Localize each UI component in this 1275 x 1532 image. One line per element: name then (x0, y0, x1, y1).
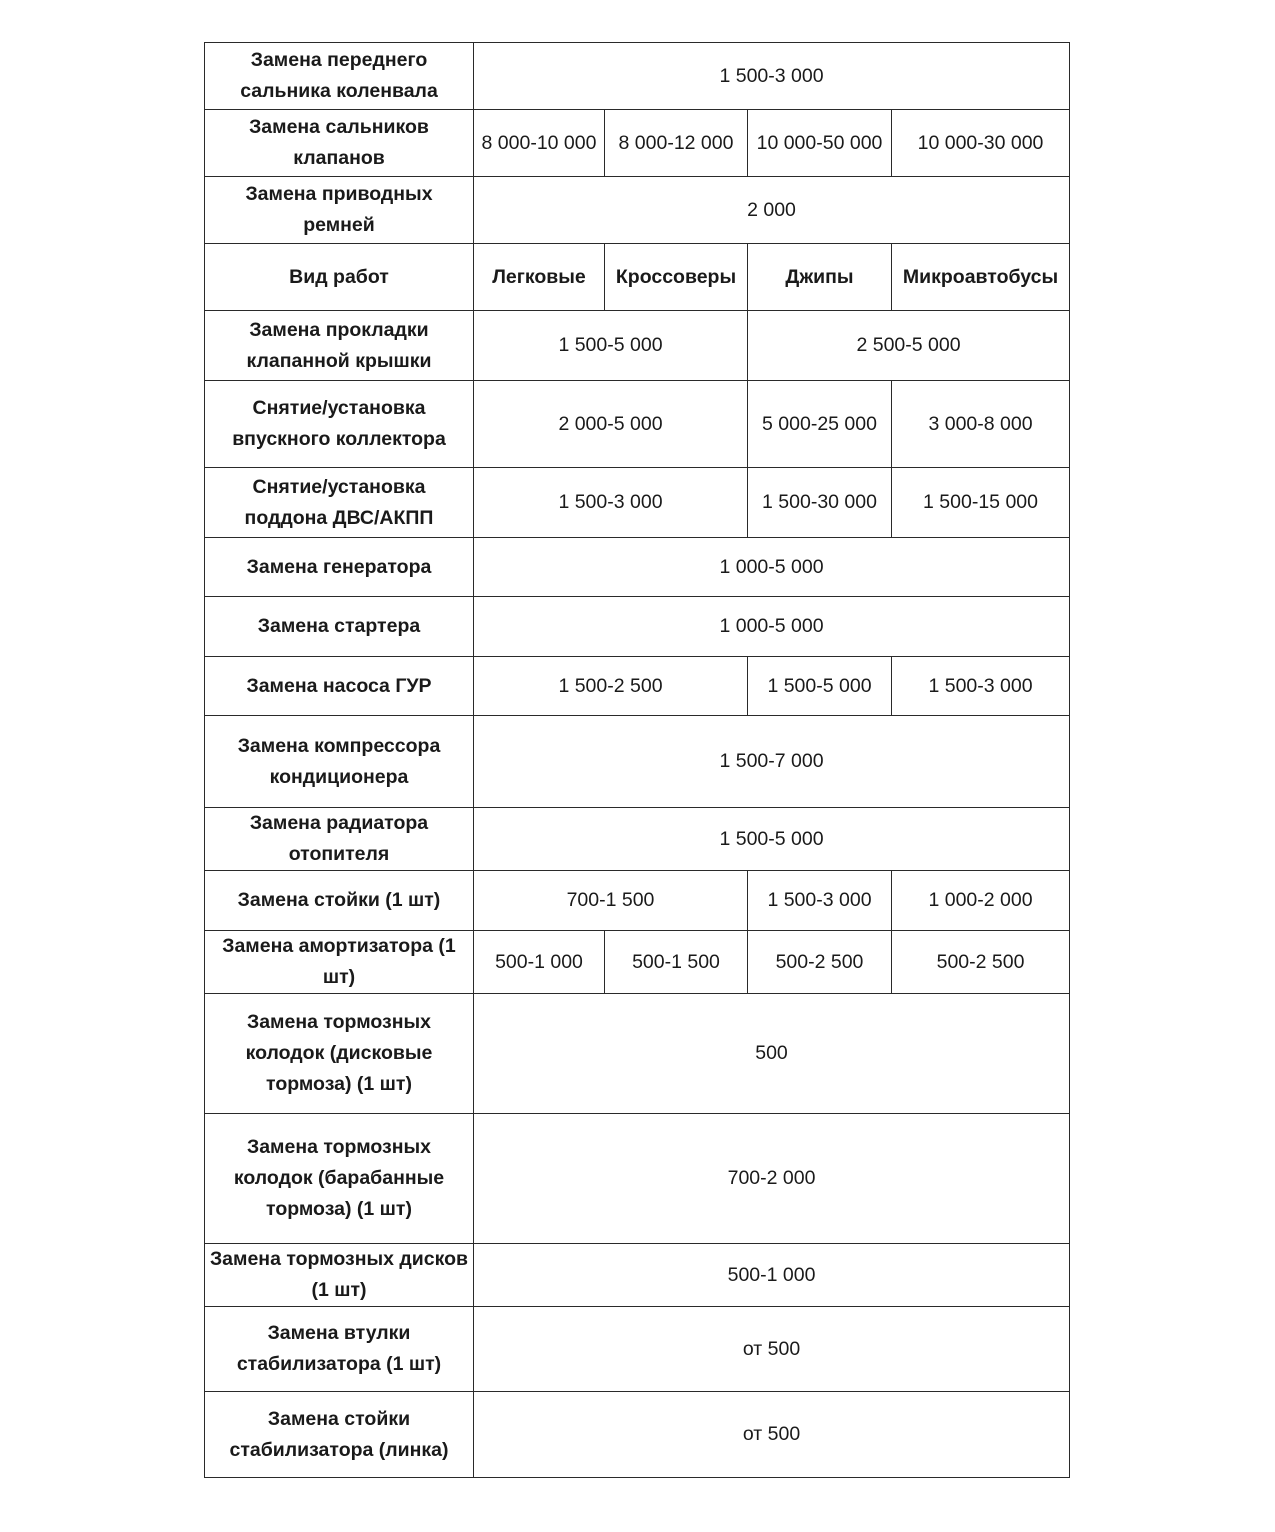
work-name-cell: Замена тормозных дисков (1 шт) (205, 1244, 474, 1307)
table-row (205, 1392, 1070, 1478)
table-row (205, 177, 1070, 244)
price-cell-jeeps: 1 500-5 000 (748, 657, 892, 716)
price-cell: 500 (474, 994, 1070, 1114)
price-table (204, 42, 1070, 1478)
price-cell-jeeps: 1 500-30 000 (748, 468, 892, 538)
work-name-cell: Замена приводных ремней (205, 177, 474, 244)
price-cell: 1 000-5 000 (474, 538, 1070, 597)
header-jeeps: Джипы (748, 244, 892, 311)
price-cell: 1 500-7 000 (474, 716, 1070, 808)
work-name-cell: Замена тормозных колодок (дисковые тормоза) (1 шт) (205, 994, 474, 1114)
table-row (205, 657, 1070, 716)
table-row (205, 311, 1070, 381)
table-row (205, 931, 1070, 994)
work-name-cell: Замена сальников клапанов (205, 110, 474, 177)
price-cell-jeeps-minibuses: 2 500-5 000 (748, 311, 1070, 381)
price-cell-cars-crossovers: 1 500-3 000 (474, 468, 748, 538)
table-row (205, 994, 1070, 1114)
table-row (205, 381, 1070, 468)
work-name-cell: Замена переднего сальника коленвала (205, 43, 474, 110)
header-work-type: Вид работ (205, 244, 474, 311)
table-row (205, 1307, 1070, 1392)
price-cell-minibuses: 1 500-15 000 (892, 468, 1070, 538)
work-name-cell: Замена насоса ГУР (205, 657, 474, 716)
price-cell: от 500 (474, 1392, 1070, 1478)
price-cell-cars: 500-1 000 (474, 931, 605, 994)
table-row (205, 871, 1070, 931)
price-cell-jeeps: 10 000-50 000 (748, 110, 892, 177)
price-cell-crossovers: 500-1 500 (605, 931, 748, 994)
price-cell: от 500 (474, 1307, 1070, 1392)
table-row (205, 1244, 1070, 1307)
work-name-cell: Замена стойки (1 шт) (205, 871, 474, 931)
table-row (205, 716, 1070, 808)
price-cell: 1 500-3 000 (474, 43, 1070, 110)
price-cell: 1 500-5 000 (474, 808, 1070, 871)
price-cell-jeeps: 5 000-25 000 (748, 381, 892, 468)
work-name-cell: Замена прокладки клапанной крышки (205, 311, 474, 381)
price-cell-cars-crossovers: 700-1 500 (474, 871, 748, 931)
price-cell-cars-crossovers: 1 500-5 000 (474, 311, 748, 381)
header-crossovers: Кроссоверы (605, 244, 748, 311)
work-name-cell: Замена радиатора отопителя (205, 808, 474, 871)
work-name-cell: Замена тормозных колодок (барабанные тормоза) (1 шт) (205, 1114, 474, 1244)
work-name-cell: Снятие/установка поддона ДВС/АКПП (205, 468, 474, 538)
work-name-cell: Замена стойки стабилизатора (линка) (205, 1392, 474, 1478)
price-cell-minibuses: 1 500-3 000 (892, 657, 1070, 716)
table-row (205, 468, 1070, 538)
work-name-cell: Замена амортизатора (1 шт) (205, 931, 474, 994)
price-cell: 2 000 (474, 177, 1070, 244)
price-cell-minibuses: 10 000-30 000 (892, 110, 1070, 177)
table-row (205, 110, 1070, 177)
header-row (205, 244, 1070, 311)
work-name-cell: Замена втулки стабилизатора (1 шт) (205, 1307, 474, 1392)
price-cell-minibuses: 1 000-2 000 (892, 871, 1070, 931)
work-name-cell: Замена стартера (205, 597, 474, 657)
price-cell-cars: 8 000-10 000 (474, 110, 605, 177)
work-name-cell: Замена генератора (205, 538, 474, 597)
work-name-cell: Замена компрессора кондиционера (205, 716, 474, 808)
price-cell-minibuses: 500-2 500 (892, 931, 1070, 994)
price-cell: 500-1 000 (474, 1244, 1070, 1307)
header-minibuses: Микроавтобусы (892, 244, 1070, 311)
price-cell-cars-crossovers: 1 500-2 500 (474, 657, 748, 716)
table-row (205, 597, 1070, 657)
price-cell-cars-crossovers: 2 000-5 000 (474, 381, 748, 468)
price-cell-jeeps: 1 500-3 000 (748, 871, 892, 931)
table-row (205, 1114, 1070, 1244)
price-cell: 1 000-5 000 (474, 597, 1070, 657)
price-cell-jeeps: 500-2 500 (748, 931, 892, 994)
price-cell: 700-2 000 (474, 1114, 1070, 1244)
table-row (205, 43, 1070, 110)
table-row (205, 808, 1070, 871)
price-cell-minibuses: 3 000-8 000 (892, 381, 1070, 468)
header-cars: Легковые (474, 244, 605, 311)
price-cell-crossovers: 8 000-12 000 (605, 110, 748, 177)
table-row (205, 538, 1070, 597)
work-name-cell: Снятие/установка впускного коллектора (205, 381, 474, 468)
